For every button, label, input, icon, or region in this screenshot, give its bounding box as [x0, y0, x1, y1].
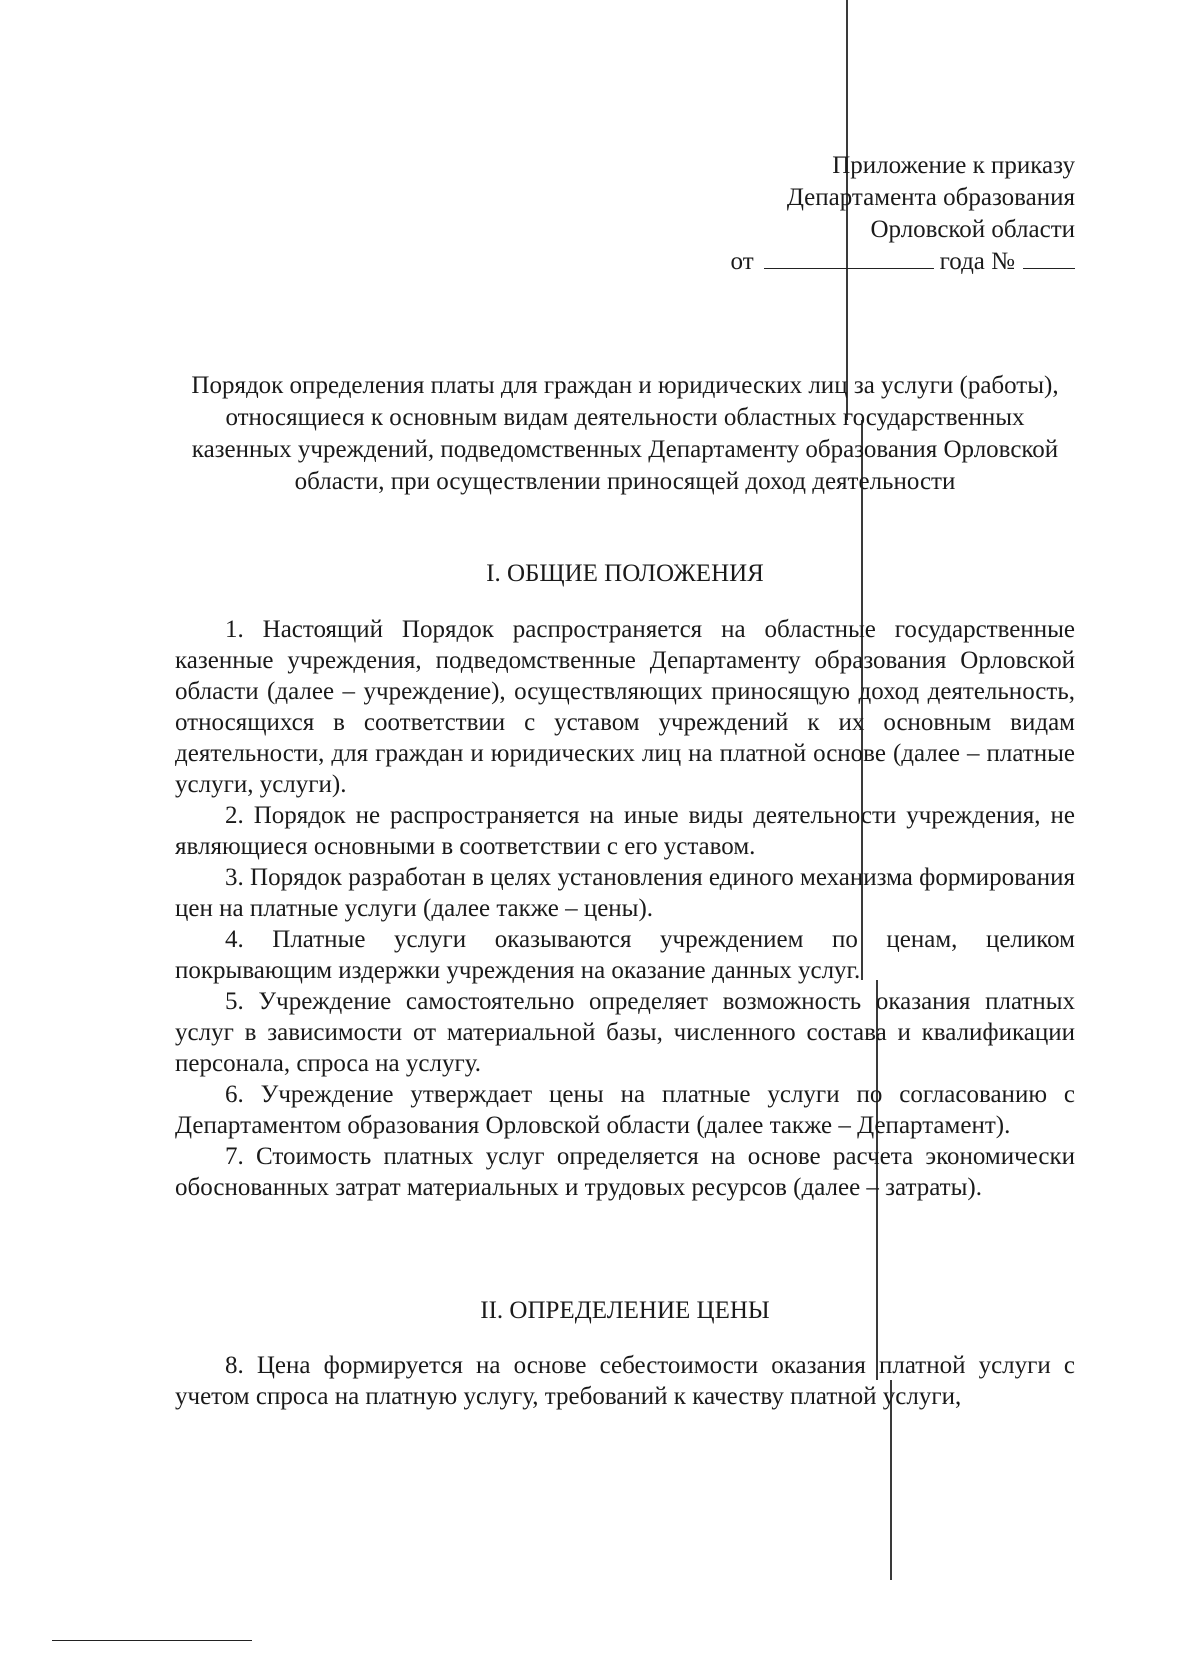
- header-date-line: [731, 246, 1075, 278]
- section-1-heading: I. ОБЩИЕ ПОЛОЖЕНИЯ: [486, 560, 764, 587]
- paragraph: 5. Учреждение самостоятельно определяет возможность оказания платных услуг в зависимости от материальной базы, численного состава и квалификации персонала, спроса на услугу.: [175, 988, 1075, 1077]
- paragraph: 8. Цена формируется на основе себестоимости оказания платной услуги с учетом спроса на платную услугу, требований к качеству платной услуги,: [175, 1352, 1075, 1410]
- section-2-heading: II. ОПРЕДЕЛЕНИЕ ЦЕНЫ: [480, 1297, 770, 1324]
- header-line-2: Департамента образования: [786, 184, 1075, 211]
- document-title: Порядок определения платы для граждан и юридических лиц за услуги (работы), относящиеся к основным видам деятельности областных государственных казенных учреждений, подведомственных Департаменту образования Орловской области, при осуществлении приносящей доход деятельности: [191, 372, 1059, 495]
- header-line-1: Приложение к приказу: [832, 152, 1075, 179]
- section-2-body: [175, 1350, 1075, 1412]
- paragraph: 6. Учреждение утверждает цены на платные услуги по согласованию с Департаментом образования Орловской области (далее также – Департамент).: [175, 1081, 1075, 1139]
- footnote-rule: [52, 1640, 252, 1641]
- paragraph: 7. Стоимость платных услуг определяется на основе расчета экономически обоснованных затрат материальных и трудовых ресурсов (далее – затраты).: [175, 1143, 1075, 1201]
- paragraph: 1. Настоящий Порядок распространяется на областные государственные казенные учреждения, подведомственные Департаменту образования Орловской области (далее – учреждение), осуществляющих приносящую доход деятельность, относящихся в соответствии с уставом учреждений к их основным видам деятельности, для граждан и юридических лиц на платной основе (далее – платные услуги, услуги).: [175, 616, 1075, 798]
- date-blank-field: [764, 246, 934, 269]
- date-prefix: от: [730, 248, 754, 275]
- section-1-body: [175, 614, 1075, 1203]
- paragraph: 3. Порядок разработан в целях установления единого механизма формирования цен на платные услуги (далее также – цены).: [175, 864, 1075, 922]
- paragraph: 2. Порядок не распространяется на иные виды деятельности учреждения, не являющиеся основными в соответствии с его уставом.: [175, 802, 1075, 860]
- header-line-3: Орловской области: [870, 216, 1075, 243]
- paragraph: 4. Платные услуги оказываются учреждением по ценам, целиком покрывающим издержки учреждения на оказание данных услуг.: [175, 926, 1075, 984]
- date-suffix: года №: [939, 248, 1015, 275]
- document-header: [731, 150, 1075, 278]
- number-blank-field: [1023, 246, 1075, 269]
